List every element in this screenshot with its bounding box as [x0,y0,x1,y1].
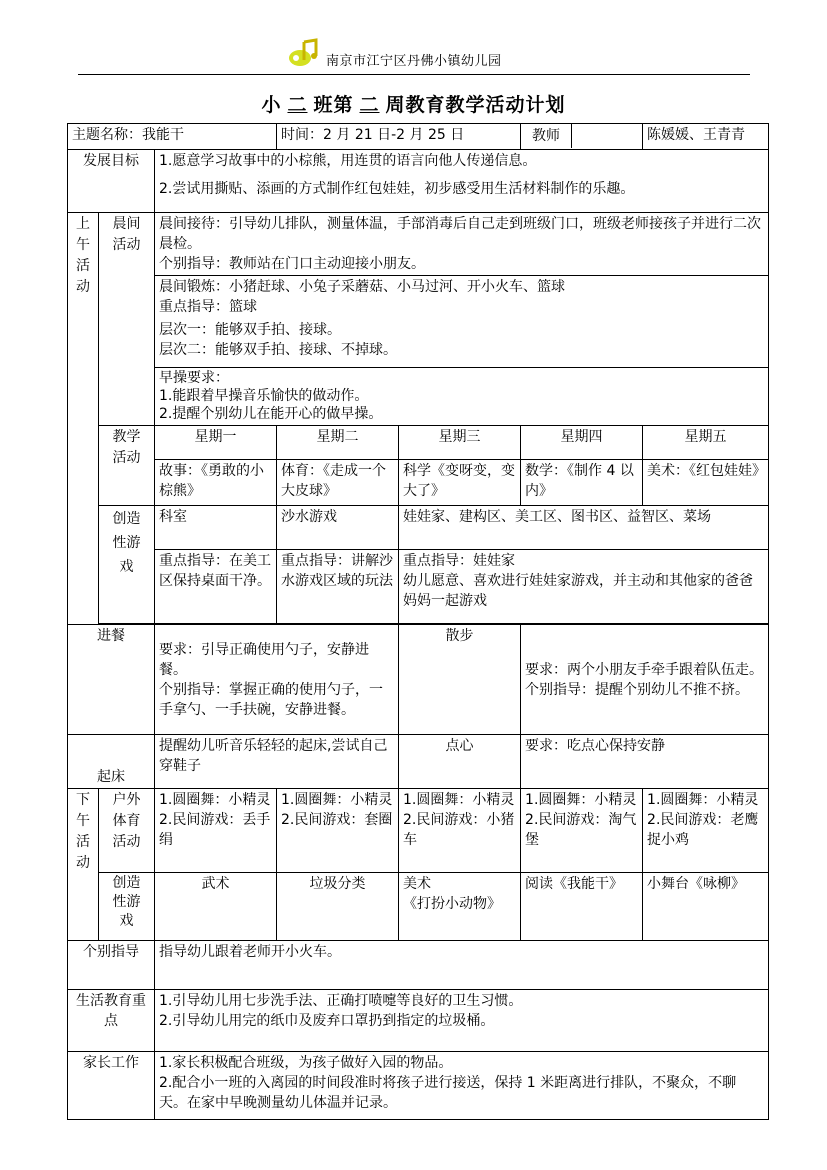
day-tuesday: 星期二 [277,426,399,460]
walk-requirement: 要求：两个小朋友手牵手跟着队伍走。 [525,661,764,678]
teaching-label: 教学活动 [99,426,155,506]
goals-label: 发展目标 [68,150,155,213]
teaching-activity: 科学《变呀变，变大了》 [399,460,521,506]
morning-label: 上午活动 [68,213,99,625]
title-week-value: 二 [359,94,380,116]
day-wednesday: 星期三 [399,426,521,460]
afternoon-creative-item: 阅读《我能干》 [521,873,643,941]
creative-area: 娃娃家、建构区、美工区、图书区、益智区、菜场 [399,506,769,550]
goal-item: 2.尝试用撕贴、添画的方式制作红包娃娃，初步感受用生活材料制作的乐趣。 [159,181,635,197]
exercise-level-1: 层次一：能够双手拍、接球。 [159,322,341,338]
teacher-cell [521,124,643,150]
afternoon-creative-line2: 《打扮小动物》 [403,896,502,912]
outdoor-day [521,789,643,873]
teaching-activity: 数学：《制作 4 以内》 [521,460,643,506]
school-name: 南京市江宁区丹佛小镇幼儿园 [326,54,502,69]
day-friday: 星期五 [643,426,769,460]
exercise-text: 晨间锻炼：小猪赶球、小兔子采蘑菇、小马过河、开小火车、篮球 [159,279,565,295]
family-item: 2.配合小一班的入离园的时间段准时将孩子进行接送，保持 1 米距离进行排队，不聚众，不聊天。在家中早晚测量幼儿体温并记录。 [159,1075,737,1111]
exercise-cell [155,276,769,368]
afternoon-creative-line1: 美术 [403,876,432,892]
title-class-prefix: 小 [261,94,282,116]
creative-focus: 重点指导：讲解沙水游戏区域的玩法 [277,550,399,624]
creative-area: 沙水游戏 [277,506,399,550]
drill-item: 2.提醒个别幼儿在能开心的做早操。 [159,406,383,422]
life-item: 1.引导幼儿用七步洗手法、正确打喷嚏等良好的卫生习惯。 [159,993,523,1009]
outdoor-line1: 1.圆圈舞：小精灵 [159,792,271,808]
walk-cell [521,625,769,735]
exercise-level-2: 层次二：能够双手拍、接球、不掉球。 [159,342,397,358]
meal-label: 进餐 [68,625,155,735]
afternoon-creative-label: 创造性游戏 [99,873,155,941]
theme-cell: 主题名称：我能干 [68,124,277,150]
title-week-suffix: 周教育教学活动计划 [385,94,566,116]
family-label: 家长工作 [68,1052,155,1120]
afternoon-creative-item: 垃圾分类 [277,873,399,941]
meal-guide: 个别指导：掌握正确的使用勺子，一手拿勺、一手扶碗，安静进餐。 [159,681,383,718]
individual-label: 个别指导 [68,941,155,990]
walk-label: 散步 [399,625,521,735]
individual-content: 指导幼儿跟着老师开小火车。 [155,941,769,990]
creative-focus: 重点指导：在美工区保持桌面干净。 [155,550,277,624]
outdoor-line2: 2.民间游戏：老鹰捉小鸡 [647,812,759,848]
weekly-plan-table [67,123,769,1120]
outdoor-line2: 2.民间游戏：套圈 [281,812,393,828]
outdoor-line2: 2.民间游戏：丢手绢 [159,812,271,848]
title-class-suffix: 班第 [313,94,354,116]
creative-focus-wide [399,550,769,624]
outdoor-day [155,789,277,873]
outdoor-day [643,789,769,873]
outdoor-line1: 1.圆圈舞：小精灵 [403,792,515,808]
reception-guide: 个别指导：教师站在门口主动迎接小朋友。 [159,256,425,272]
exercise-focus: 重点指导：篮球 [159,299,257,315]
life-content [155,990,769,1052]
goal-item: 1.愿意学习故事中的小棕熊，用连贯的语言向他人传递信息。 [159,153,537,169]
creative-label: 创造性游戏 [99,506,155,624]
outdoor-day [277,789,399,873]
drill-item: 1.能跟着早操音乐愉快的做动作。 [159,388,369,404]
wakeup-content: 提醒幼儿听音乐轻轻的起床,尝试自己穿鞋子 [155,735,399,789]
time-cell: 时间：2 月 21 日-2 月 25 日 [277,124,521,150]
reception-text: 晨间接待：引导幼儿排队，测量体温，手部消毒后自己走到班级门口，班级老师接孩子并进行二次晨检。 [159,216,761,252]
outdoor-line1: 1.圆圈舞：小精灵 [525,792,637,808]
family-item: 1.家长积极配合班级，为孩子做好入园的物品。 [159,1055,453,1071]
snack-label: 点心 [399,735,521,789]
drill-cell [155,368,769,426]
afternoon-creative-item: 小舞台《咏柳》 [643,873,769,941]
creative-focus-title: 重点指导：娃娃家 [403,553,516,569]
outdoor-label: 户外体育活动 [99,789,155,873]
outdoor-line2: 2.民间游戏：小猪车 [403,812,515,848]
reception-cell [155,213,769,276]
creative-focus-note: 幼儿愿意、喜欢进行娃娃家游戏，并主动和其他家的爸爸妈妈一起游戏 [403,573,754,609]
goals-content [155,150,769,213]
afternoon-label: 下午活动 [68,789,99,941]
school-logo-icon [286,38,322,70]
teacher-names-start [572,128,577,144]
drill-title: 早操要求： [159,370,229,386]
teaching-activity: 美术：《红包娃娃》 [643,460,769,506]
outdoor-line2: 2.民间游戏：淘气堡 [525,812,637,848]
teacher-label: 教师 [521,124,572,148]
teacher-names: 陈媛媛、王青青 [643,124,769,150]
meal-requirement: 要求：引导正确使用勺子，安静进餐。 [159,641,369,678]
walk-guide: 个别指导：提醒个别幼儿不推不挤。 [525,681,750,698]
meal-cell [155,625,399,735]
teaching-activity: 故事：《勇敢的小棕熊》 [155,460,277,506]
afternoon-creative-item: 武术 [155,873,277,941]
snack-content: 要求：吃点心保持安静 [521,735,769,789]
morning-activity-label: 晨间活动 [99,213,155,426]
outdoor-line1: 1.圆圈舞：小精灵 [647,792,759,808]
page-header [78,38,750,75]
afternoon-creative-item [399,873,521,941]
day-thursday: 星期四 [521,426,643,460]
life-label: 生活教育重 点 [68,990,155,1052]
outdoor-day [399,789,521,873]
creative-area: 科室 [155,506,277,550]
day-monday: 星期一 [155,426,277,460]
title-class-value: 二 [287,94,308,116]
life-item: 2.引导幼儿用完的纸巾及废弃口罩扔到指定的垃圾桶。 [159,1013,495,1029]
outdoor-line1: 1.圆圈舞：小精灵 [281,792,393,808]
wakeup-label: 起床 [68,735,155,789]
family-content [155,1052,769,1120]
page-title [0,90,827,117]
teaching-activity: 体育：《走成一个大皮球》 [277,460,399,506]
